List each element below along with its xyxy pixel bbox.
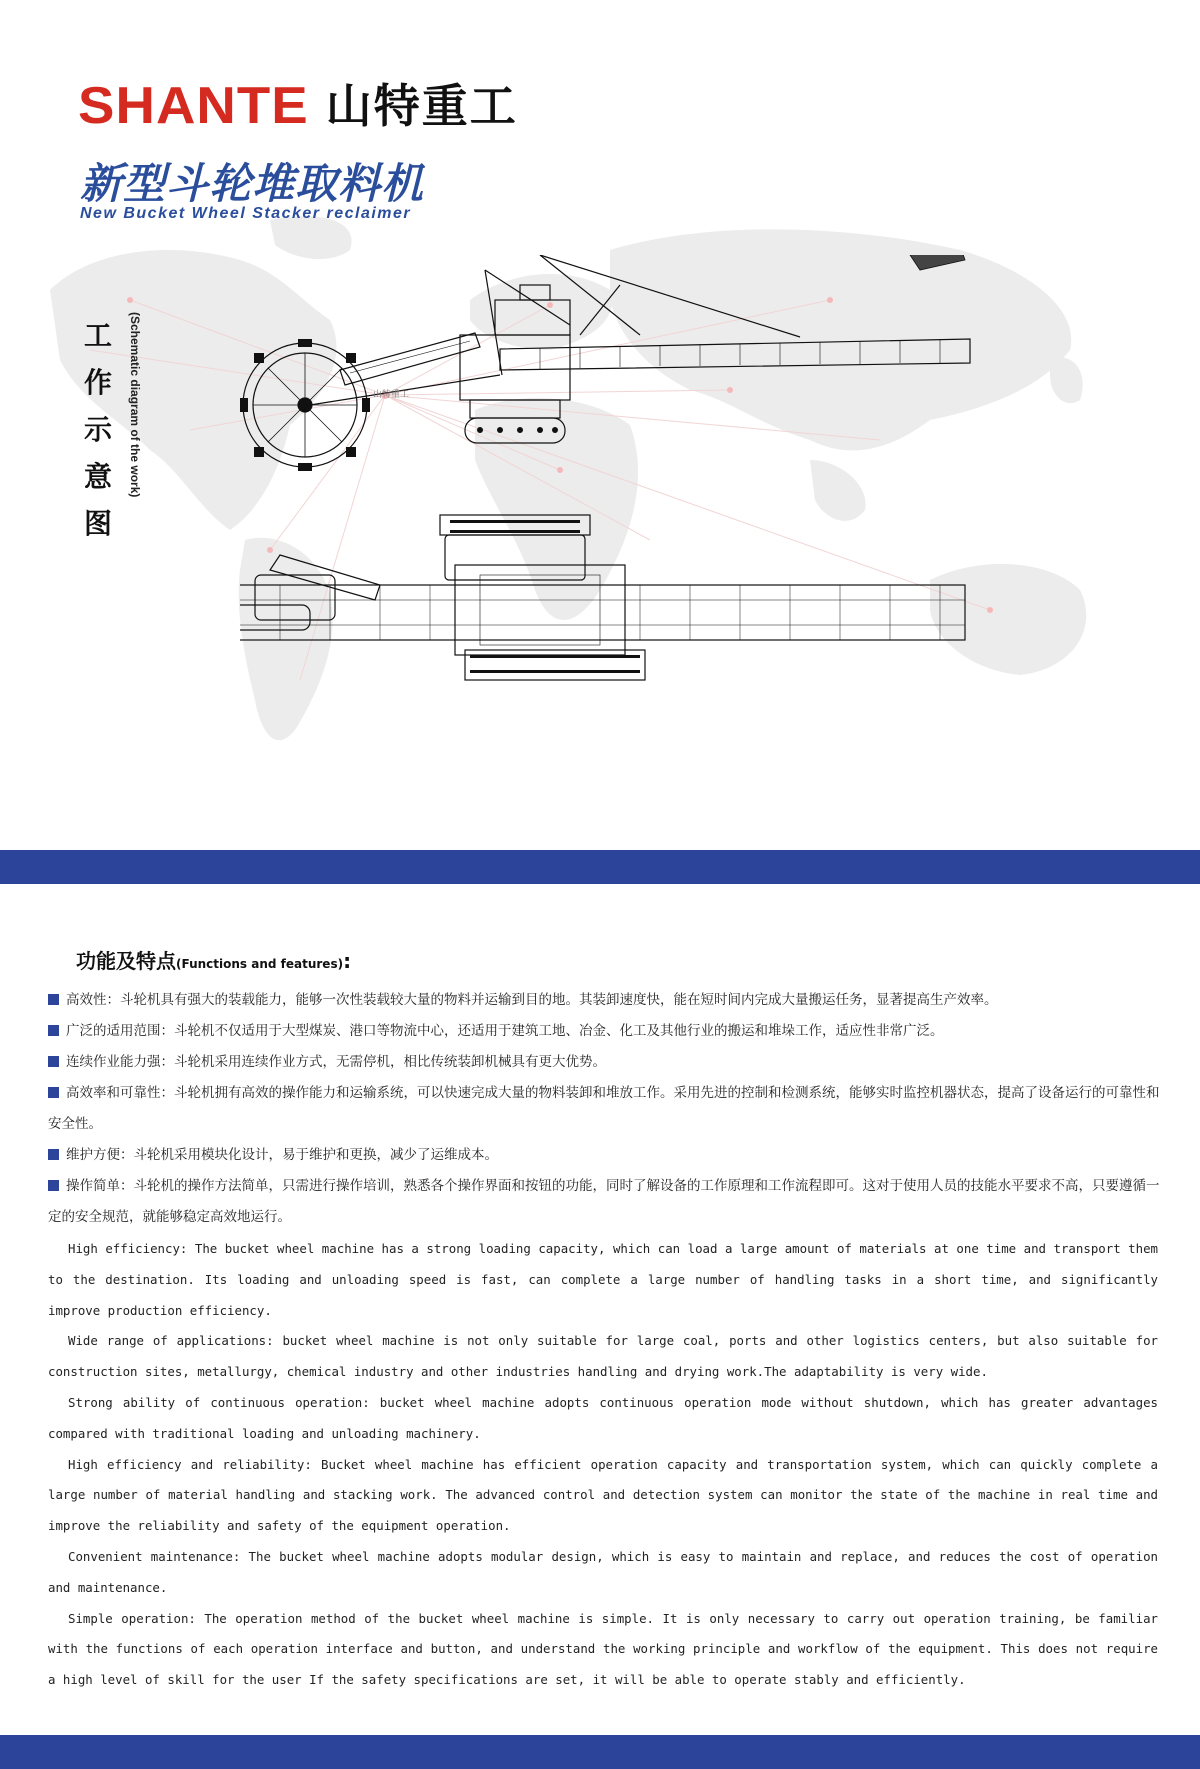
features-list-en: [48, 1234, 1158, 1696]
side-view-drawing: [240, 255, 970, 471]
diagram-label-char: 示: [83, 413, 112, 446]
features-heading-en: (Functions and features): [176, 957, 344, 971]
plan-view-drawing: [240, 515, 965, 680]
square-bullet-icon: [48, 1056, 59, 1067]
list-item: 维护方便：斗轮机采用模块化设计，易于维护和更换，减少了运维成本。: [48, 1140, 1160, 1171]
list-item: 连续作业能力强：斗轮机采用连续作业方式，无需停机，相比传统装卸机械具有更大优势。: [48, 1047, 1160, 1078]
schematic-diagram: [240, 255, 1140, 785]
list-item: 操作简单：斗轮机的操作方法简单，只需进行操作培训，熟悉各个操作界面和按钮的功能，同时了解设备的工作原理和工作流程即可。这对于使用人员的技能水平要求不高，只要遵循一定的安全规范，就能够稳定高效地运行。: [48, 1178, 1160, 1225]
features-heading: [76, 945, 351, 974]
product-title-en: New Bucket Wheel Stacker reclaimer: [80, 205, 412, 222]
diagram-label-en: (Schematic diagram of the work): [128, 312, 142, 498]
square-bullet-icon: [48, 1087, 59, 1098]
diagram-label-char: 工: [83, 319, 112, 352]
diagram-watermark: 山特重工: [373, 390, 410, 400]
feature-paragraph: Simple operation: The operation method of the bucket wheel machine is simple. It is only necessary to carry out operation training, be familiar with the functions of each operation interface and button, and understand the working principle and workflow of the equipment. This does not require a high level of skill for the user If the safety specifications are set, it will be able to operate stably and efficiently.: [48, 1610, 1158, 1688]
feature-paragraph: High efficiency: The bucket wheel machine has a strong loading capacity, which can load a large amount of materials at one time and transport them to the destination. Its loading and unloading speed is fast, can complete a large number of handling tasks in a short time, and significantly improve production efficiency.: [48, 1241, 1158, 1318]
list-item: 高效率和可靠性：斗轮机拥有高效的操作能力和运输系统，可以快速完成大量的物料装卸和堆放工作。采用先进的控制和检测系统，能够实时监控机器状态，提高了设备运行的可靠性和安全性。: [48, 1085, 1160, 1132]
product-title-cn: 新型斗轮堆取料机: [80, 159, 425, 208]
features-heading-cn: 功能及特点: [76, 949, 176, 973]
feature-paragraph: Convenient maintenance: The bucket wheel machine adopts modular design, which is easy to maintain and replace, and reduces the cost of operation and maintenance.: [48, 1548, 1158, 1595]
blue-divider-band: [0, 850, 1200, 884]
features-list-cn: [48, 985, 1160, 1233]
diagram-label-char: 意: [83, 460, 112, 493]
square-bullet-icon: [48, 1025, 59, 1036]
feature-paragraph: Wide range of applications: bucket wheel machine is not only suitable for large coal, ports and other logistics centers, but also suitable for construction sites, metallurgy, chemical industry and other industries handling and drying work.The adaptability is very wide.: [48, 1333, 1158, 1380]
square-bullet-icon: [48, 994, 59, 1005]
feature-paragraph: High efficiency and reliability: Bucket wheel machine has efficient operation capacity and transportation system, which can quickly complete a large number of material handling and stacking work. The advanced control and detection system can monitor the state of the machine in real time and improve the reliability and safety of the equipment operation.: [48, 1456, 1158, 1534]
diagram-label-char: 图: [83, 507, 112, 540]
blue-footer-band: [0, 1735, 1200, 1769]
diagram-label-cn: [83, 312, 113, 547]
brand-name-cn: 山特重工: [325, 79, 518, 133]
feature-paragraph: Strong ability of continuous operation: bucket wheel machine adopts continuous operation mode without shutdown, which has greater advantages compared with traditional loading and unloading machinery.: [48, 1394, 1158, 1441]
list-item: 广泛的适用范围：斗轮机不仅适用于大型煤炭、港口等物流中心，还适用于建筑工地、冶金、化工及其他行业的搬运和堆垛工作，适应性非常广泛。: [48, 1016, 1160, 1047]
brand-logo: [78, 77, 518, 135]
features-heading-colon: :: [343, 949, 352, 973]
brand-name-en: SHANTE: [78, 77, 309, 135]
square-bullet-icon: [48, 1180, 59, 1191]
isometric-view-drawing: [905, 255, 980, 270]
list-item: 高效性：斗轮机具有强大的装载能力，能够一次性装载较大量的物料并运输到目的地。其装卸速度快，能在短时间内完成大量搬运任务，显著提高生产效率。: [48, 985, 1160, 1016]
square-bullet-icon: [48, 1149, 59, 1160]
diagram-label-char: 作: [83, 366, 112, 399]
